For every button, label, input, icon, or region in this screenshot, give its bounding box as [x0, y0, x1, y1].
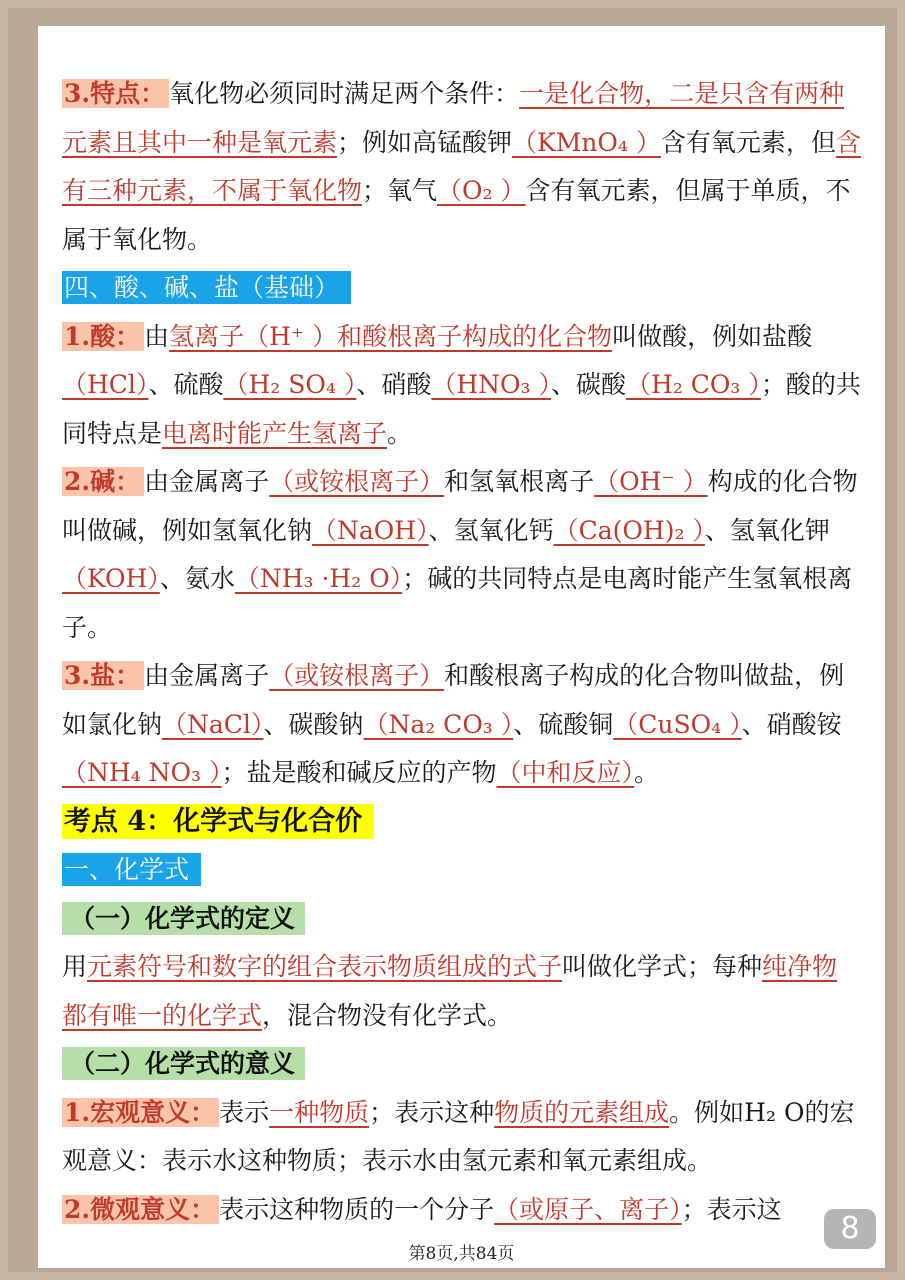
answer-blank: （KOH）: [62, 564, 160, 593]
subheading-title: （一）化学式的定义: [62, 902, 305, 935]
answer-blank: 一是化合物，二是只含有两种元素且其中一种是氧元素: [62, 79, 845, 157]
section-title: 一、化学式: [62, 853, 201, 886]
text: 、硝酸: [356, 370, 432, 399]
answer-blank: （NH₄ NO₃ ）: [62, 758, 222, 787]
text: 。例如H₂ O的宏观意义：表示水这种物质；表示水由氢元素和氧元素组成。: [62, 1097, 855, 1175]
text: 、硫酸: [148, 370, 224, 399]
salt-label: 3.盐：: [62, 661, 144, 690]
answer-blank: 物质的元素组成: [494, 1097, 670, 1127]
section-heading-1: [62, 846, 862, 895]
text: 含有氧元素，但属于单质，不属于氧化物。: [62, 176, 851, 254]
text: 构成的化合物叫做碱，例如氢氧化钠: [62, 467, 858, 545]
answer-blank: 含有三种元素，不属于氧化物: [62, 127, 861, 205]
text: 、硝酸铵: [741, 709, 842, 739]
feature-paragraph: [62, 70, 862, 264]
text: 、硫酸铜: [513, 709, 614, 739]
text: 叫做化学式；每种: [562, 952, 763, 981]
base-paragraph: [62, 458, 862, 652]
text: ；表示这: [681, 1194, 782, 1224]
answer-blank: （HNO₃ ）: [431, 370, 551, 399]
page-footer: 第8页,共84页: [408, 1244, 515, 1264]
text: 、氢氧化钾: [704, 515, 830, 545]
text: 。: [387, 418, 413, 448]
answer-blank: （CuSO₄ ）: [613, 709, 742, 739]
exam-point-heading: [62, 798, 862, 847]
salt-paragraph: [62, 652, 862, 798]
macro-label: 1.宏观意义：: [62, 1098, 219, 1127]
text: 氧化物必须同时满足两个条件：: [169, 79, 520, 108]
text: ，混合物没有化学式。: [262, 1000, 513, 1030]
text: ；盐是酸和碱反应的产物: [221, 758, 497, 787]
text: ；碱的共同特点是电离时能产生氢氧根离子。: [62, 564, 853, 642]
text: 含有氧元素，但: [660, 127, 836, 157]
answer-blank: （O₂ ）: [437, 176, 526, 205]
answer-blank: （OH⁻ ）: [594, 467, 708, 496]
text: ；酸的共同特点是: [62, 370, 861, 448]
photo-frame: [8, 8, 897, 1272]
answer-blank: 纯净物都有唯一的化学式: [62, 952, 838, 1030]
answer-blank: （H₂ CO₃ ）: [626, 370, 761, 399]
text: 、氨水: [159, 564, 235, 593]
text: 由金属离子: [144, 467, 270, 496]
acid-paragraph: [62, 313, 862, 459]
answer-blank: 一种物质: [269, 1097, 370, 1127]
text: 、氢氧化钙: [428, 515, 554, 545]
text: 、碳酸钠: [263, 709, 364, 739]
text: ；例如高锰酸钾: [337, 127, 513, 157]
text: 由: [144, 321, 170, 351]
subheading-meaning: [62, 1040, 862, 1089]
text: 表示: [219, 1097, 270, 1127]
answer-blank: （或铵根离子）: [269, 467, 445, 496]
subheading-definition: [62, 895, 862, 944]
micro-paragraph: [62, 1186, 862, 1235]
exam-point-title: 考点 4：化学式与化合价: [62, 804, 374, 839]
answer-blank: 电离时能产生氢离子: [162, 418, 388, 448]
micro-label: 2.微观意义：: [62, 1195, 219, 1224]
acid-label: 1.酸：: [62, 322, 144, 351]
definition-paragraph: [62, 943, 862, 1040]
text: 由金属离子: [144, 661, 270, 690]
answer-blank: （KMnO₄ ）: [512, 127, 661, 157]
answer-blank: （或原子、离子）: [494, 1194, 682, 1224]
answer-blank: （中和反应）: [496, 758, 635, 787]
macro-paragraph: [62, 1089, 862, 1186]
text: 表示这种物质的一个分子: [219, 1194, 495, 1224]
text: 和酸根离子构成的化合物叫做盐，例如氯化钠: [62, 661, 845, 739]
text: ；氧气: [362, 176, 438, 205]
section-title: 四、酸、碱、盐（基础）: [62, 271, 351, 304]
text: 和氢氧根离子: [444, 467, 595, 496]
answer-blank: （Na₂ CO₃ ）: [363, 709, 514, 739]
text: 叫做酸，例如盐酸: [612, 321, 813, 351]
answer-blank: （NaCl）: [162, 709, 264, 739]
page-content: [62, 70, 862, 1234]
feature-label: 3.特点：: [62, 79, 169, 108]
text: 。: [634, 758, 660, 787]
answer-blank: （NaOH）: [312, 515, 429, 545]
text: 用: [62, 952, 88, 981]
answer-blank: （HCl）: [62, 370, 149, 399]
document-page: [38, 26, 885, 1268]
base-label: 2.碱：: [62, 467, 144, 496]
subheading-title: （二）化学式的意义: [62, 1047, 305, 1080]
page-number-badge: 8: [824, 1209, 876, 1249]
text: ；表示这种: [369, 1097, 495, 1127]
section-heading-4: [62, 264, 862, 313]
answer-blank: （H₂ SO₄ ）: [223, 370, 357, 399]
text: 、碳酸: [551, 370, 627, 399]
answer-blank: （Ca(OH)₂ ）: [553, 515, 705, 545]
answer-blank: （或铵根离子）: [269, 661, 445, 690]
answer-blank: （NH₃ ·H₂ O）: [234, 564, 403, 593]
answer-blank: 氢离子（H⁺ ）和酸根离子构成的化合物: [169, 321, 613, 351]
answer-blank: 元素符号和数字的组合表示物质组成的式子: [87, 952, 563, 981]
